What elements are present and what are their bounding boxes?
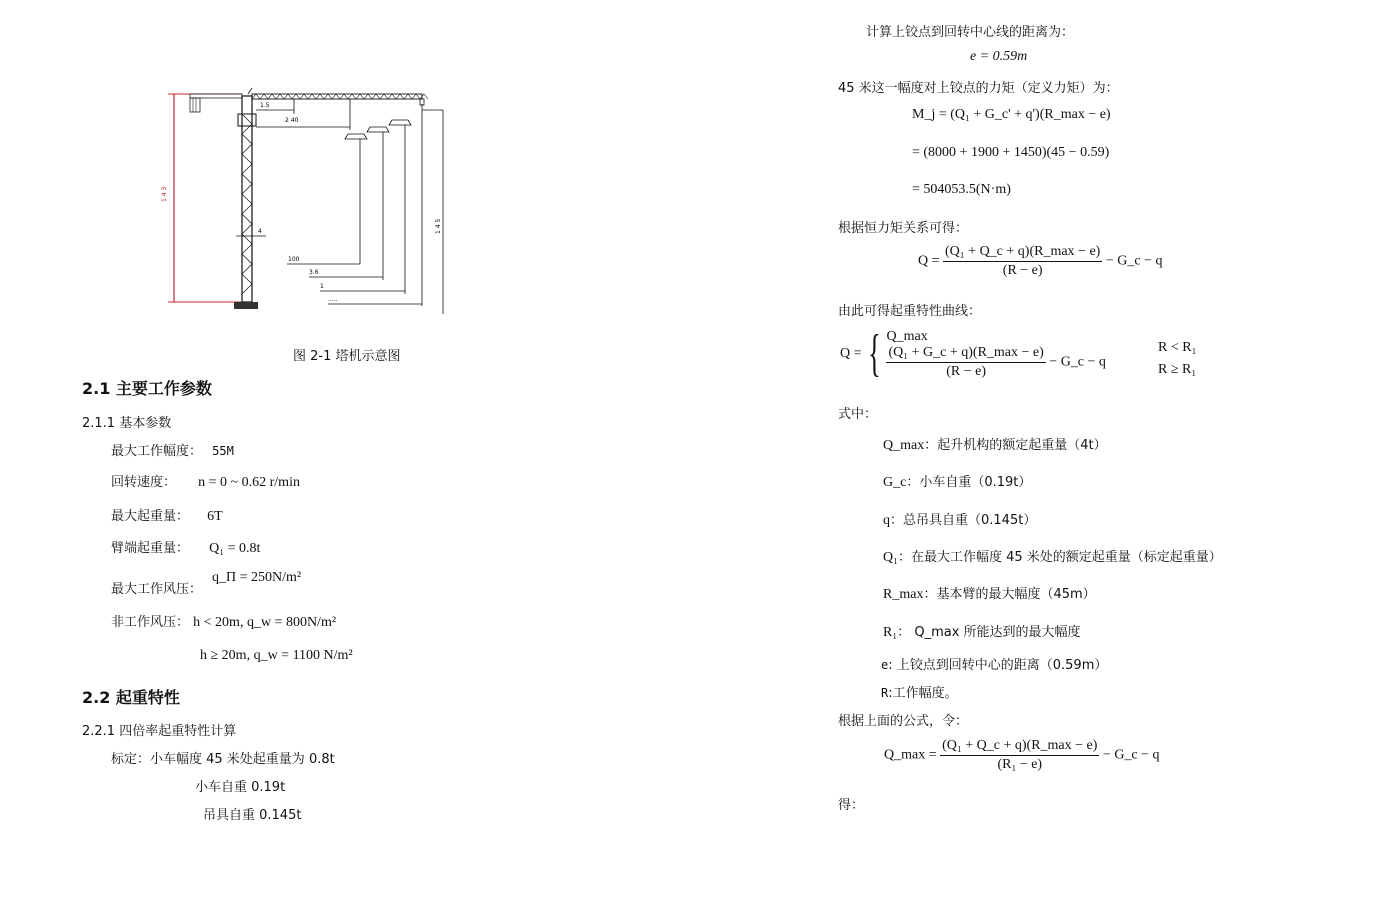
definition-rmax (883, 583, 1096, 603)
jib-long-label: 2 40 (285, 117, 299, 124)
radius-label-3: 1 (320, 283, 324, 290)
q-equation-lhs: Q = (918, 253, 940, 269)
definition-text: :工作幅度。 (888, 686, 958, 701)
definition-e (881, 654, 1107, 673)
definition-symbol: Q_max (883, 438, 925, 453)
definition-r (881, 682, 958, 701)
param-tip-load (111, 537, 260, 557)
piecewise-case-1: Q_max (886, 328, 928, 344)
definition-text: : 上铰点到回转中心的距离（0.59m） (888, 658, 1108, 673)
definition-text: ：起升机构的额定起重量（4t） (924, 438, 1107, 453)
radius-label-4: ..... (328, 296, 338, 303)
param-non-working-wind (111, 611, 336, 631)
param-max-radius (111, 440, 234, 459)
definition-text: ：小车自重（0.19t） (906, 475, 1032, 490)
qmax-equation (884, 738, 1160, 773)
param-max-working-wind (111, 578, 202, 597)
q-equation-fraction (943, 244, 1102, 279)
tower-mark-label: 4 (258, 228, 262, 235)
calibration-text: 标定：小车幅度 45 米处起重量为 0.8t (111, 752, 335, 767)
moment-equation-3: = 504053.5(N·m) (912, 182, 1011, 197)
piecewise-case-2-tail: − G_c − q (1049, 354, 1106, 370)
result-label: 得： (838, 798, 865, 813)
subsection-2-2-1-title: 2.2.1 四倍率起重特性计算 (82, 724, 237, 739)
piecewise-fraction (886, 345, 1045, 380)
constant-moment-intro: 根据恒力矩关系可得： (838, 221, 969, 236)
height-label: 1 4 3 (161, 186, 168, 202)
param-label: 回转速度： (111, 475, 177, 490)
e-equation: e = 0.59m (970, 49, 1028, 64)
definition-symbol: Q₁ (883, 550, 898, 565)
param-label: 最大工作幅度： (111, 444, 203, 459)
fraction-numerator: (Q₁ + Q_c + q)(R_max − e) (940, 738, 1099, 756)
hook-weight-text: 吊具自重 0.145t (203, 808, 302, 823)
param-label: 非工作风压： (111, 615, 190, 630)
param-non-working-wind-high: h ≥ 20m, q_w = 1100 N/m² (200, 648, 353, 663)
param-value-max-working-wind: q_П = 250N/m² (212, 570, 302, 585)
param-value: Q₁ = 0.8t (209, 541, 261, 556)
right-height-label: 1 4 5 (435, 218, 442, 234)
param-value: 6T (207, 509, 223, 524)
section-2-1-title: 2.1 主要工作参数 (82, 379, 212, 398)
definition-symbol: R (881, 686, 889, 700)
definition-r1 (883, 621, 1081, 641)
fraction-numerator: (Q₁ + G_c + q)(R_max − e) (886, 345, 1045, 363)
param-max-load (111, 505, 223, 525)
param-label: 最大起重量： (111, 509, 190, 524)
curve-intro: 由此可得起重特性曲线： (838, 304, 982, 319)
trolley-weight-text: 小车自重 0.19t (195, 780, 286, 795)
qmax-equation-tail: − G_c − q (1102, 747, 1160, 763)
q-equation-tail: − G_c − q (1105, 253, 1163, 269)
let-intro: 根据上面的公式，令： (838, 714, 969, 729)
definition-text: ： Q_max 所能达到的最大幅度 (897, 625, 1081, 640)
fraction-denominator: (R₁ − e) (997, 757, 1043, 772)
condition-2: R ≥ R₁ (1158, 362, 1197, 377)
brace-icon: { (867, 325, 881, 382)
param-value: h < 20m, q_w = 800N/m² (193, 615, 337, 630)
condition-1: R < R₁ (1158, 340, 1197, 355)
param-value: 55M (212, 444, 234, 458)
definition-text: ：基本臂的最大幅度（45m） (923, 587, 1096, 602)
section-2-2-title: 2.2 起重特性 (82, 688, 180, 707)
definition-text: ：在最大工作幅度 45 米处的额定起重量（标定起重量） (898, 550, 1222, 565)
moment-intro: 45 米这一幅度对上铰点的力矩（定义力矩）为： (838, 81, 1119, 96)
q-equation (918, 244, 1162, 279)
param-slewing-speed (111, 471, 300, 491)
moment-equation-2: = (8000 + 1900 + 1450)(45 − 0.59) (912, 145, 1110, 160)
definition-symbol: R₁ (883, 625, 898, 640)
fraction-numerator: (Q₁ + Q_c + q)(R_max − e) (943, 244, 1102, 262)
radius-label-1: 100 (288, 256, 300, 263)
qmax-equation-lhs: Q_max = (884, 747, 937, 763)
figure-caption: 图 2-1 塔机示意图 (293, 349, 401, 364)
definition-q1 (883, 546, 1222, 566)
param-value: n = 0 ~ 0.62 r/min (198, 475, 300, 490)
definition-symbol: R_max (883, 587, 924, 602)
param-label: 最大工作风压： (111, 582, 203, 597)
radius-label-2: 3.6 (309, 269, 319, 276)
definition-gc (883, 471, 1031, 491)
param-label: 臂端起重量： (111, 541, 190, 556)
piecewise-lhs: Q = (840, 346, 862, 361)
where-label: 式中： (838, 407, 878, 422)
moment-equation-1: M_j = (Q₁ + G_c' + q')(R_max − e) (912, 107, 1111, 122)
hinge-distance-intro: 计算上铰点到回转中心线的距离为： (866, 25, 1075, 40)
definition-q (883, 509, 1036, 529)
definition-qmax (883, 434, 1107, 454)
fraction-denominator: (R − e) (946, 363, 987, 379)
definition-symbol: G_c (883, 475, 907, 490)
jib-short-label: 1.5 (260, 102, 270, 109)
tower-crane-diagram (160, 84, 460, 316)
qmax-equation-fraction (940, 738, 1099, 773)
fraction-denominator: (R − e) (1002, 263, 1043, 278)
definition-symbol: q (883, 513, 890, 528)
definition-text: ：总吊具自重（0.145t） (890, 513, 1037, 528)
piecewise-equation (840, 325, 1106, 392)
definition-symbol: e (881, 658, 889, 672)
subsection-2-1-1-title: 2.1.1 基本参数 (82, 416, 172, 431)
